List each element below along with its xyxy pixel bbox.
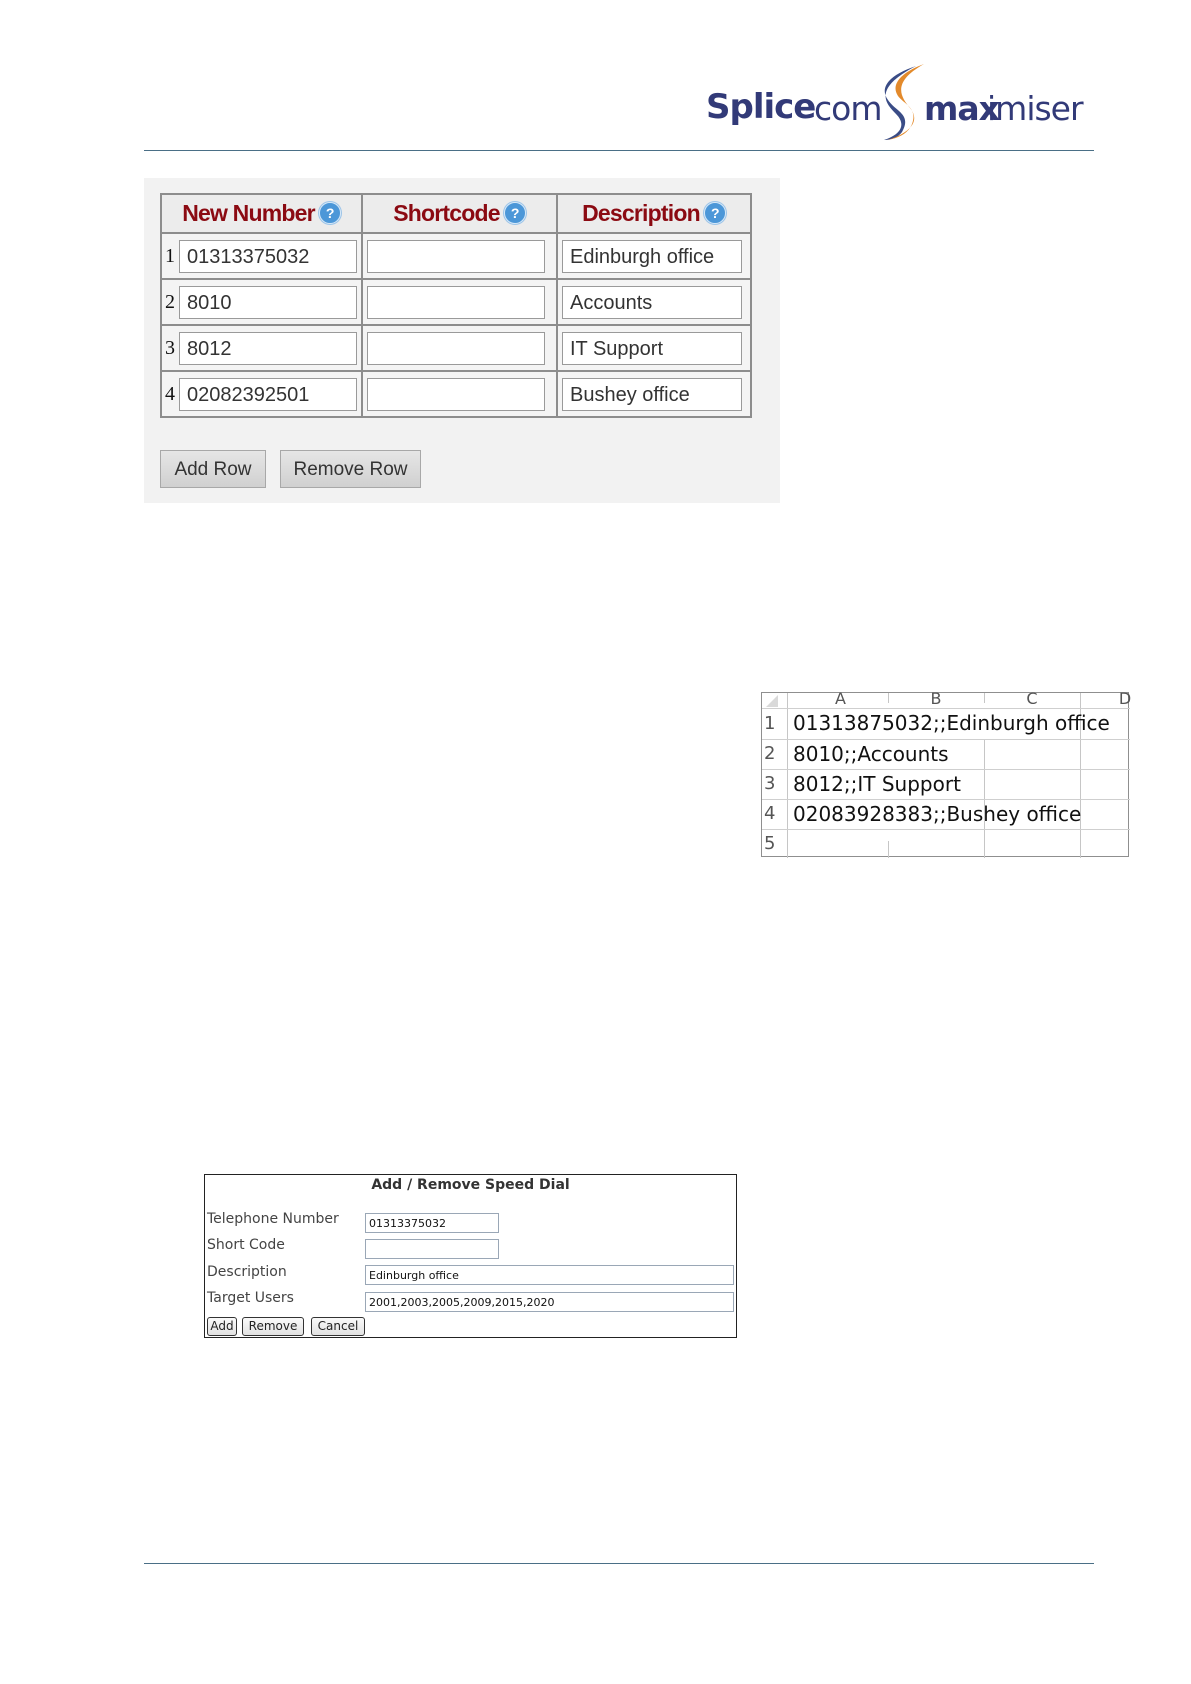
description-input[interactable]: Bushey office [562,378,742,411]
help-icon[interactable]: ? [704,202,726,224]
short-code-label: Short Code [207,1237,285,1253]
row-header[interactable]: 1 [764,713,776,734]
shortcode-cell [362,325,557,371]
shortcode-cell [362,279,557,325]
number-cell [179,279,362,325]
number-cell [179,371,362,417]
column-header-b[interactable]: B [930,689,942,708]
logo-text-imiser: imiser [987,89,1083,128]
table-row [161,371,751,417]
description-cell [557,279,751,325]
row-header[interactable]: 3 [764,773,776,794]
shortcode-input[interactable] [367,286,545,319]
add-row-button[interactable]: Add Row [160,450,266,488]
telephone-number-label: Telephone Number [207,1211,339,1227]
column-header-label: New Number [182,200,315,226]
target-users-input[interactable]: 2001,2003,2005,2009,2015,2020 [365,1292,734,1312]
spreadsheet-excerpt [761,689,1132,857]
remove-row-button[interactable]: Remove Row [280,450,421,488]
column-header-d[interactable]: D [1118,689,1132,708]
footer-divider [144,1563,1094,1564]
logo-text-splice: Splice [706,87,816,127]
spreadsheet-cell[interactable]: 8012;;IT Support [793,772,961,796]
number-cell [179,325,362,371]
new-number-input[interactable]: 02082392501 [179,378,357,411]
new-number-input[interactable]: 8010 [179,286,357,319]
logo-text-com: com [814,89,882,128]
spreadsheet-cell[interactable]: 01313875032;;Edinburgh office [793,711,1110,735]
add-button[interactable]: Add [207,1317,237,1336]
telephone-number-input[interactable]: 01313375032 [365,1213,499,1233]
row-header[interactable]: 5 [764,833,776,854]
cancel-button[interactable]: Cancel [311,1317,365,1336]
column-header-a[interactable]: A [835,689,846,708]
header-divider [144,150,1094,151]
new-number-input[interactable]: 01313375032 [179,240,357,273]
row-number: 3 [165,336,175,359]
shortcode-input[interactable] [367,240,545,273]
help-icon[interactable]: ? [319,202,341,224]
logo-text-max: max [924,89,999,128]
row-number-cell [161,233,179,279]
row-number: 2 [165,290,175,313]
column-header-c[interactable]: C [1026,689,1038,708]
column-header-label: Shortcode [393,200,500,226]
speed-dial-dialog [204,1174,737,1338]
description-input[interactable]: Edinburgh office [365,1265,734,1285]
splicecom-maximiser-logo [706,62,1096,142]
help-icon[interactable]: ? [504,202,526,224]
row-number-cell [161,371,179,417]
description-cell [557,325,751,371]
row-number: 4 [165,382,175,405]
description-cell [557,371,751,417]
description-input[interactable]: Accounts [562,286,742,319]
row-number: 1 [165,244,175,267]
number-cell [179,233,362,279]
target-users-label: Target Users [207,1290,294,1306]
shortcode-input[interactable] [367,332,545,365]
row-number-cell [161,279,179,325]
table-row [161,325,751,371]
description-input[interactable]: Edinburgh office [562,240,742,273]
new-number-table [160,193,752,418]
description-label: Description [207,1264,287,1280]
column-header-label: Description [582,200,700,226]
select-all-corner[interactable] [766,695,778,707]
row-header[interactable]: 2 [764,743,776,764]
spreadsheet-cell[interactable]: 8010;;Accounts [793,742,949,766]
logo-swoosh-icon [872,62,932,142]
column-header-new-number [161,194,362,233]
row-header[interactable]: 4 [764,803,776,824]
shortcode-input[interactable] [367,378,545,411]
short-code-input[interactable] [365,1239,499,1259]
new-number-input[interactable]: 8012 [179,332,357,365]
shortcode-cell [362,233,557,279]
table-row [161,279,751,325]
shortcode-cell [362,371,557,417]
description-cell [557,233,751,279]
dialog-title: Add / Remove Speed Dial [371,1177,570,1193]
column-header-description [557,194,751,233]
row-number-cell [161,325,179,371]
new-number-panel [144,178,780,503]
description-input[interactable]: IT Support [562,332,742,365]
remove-button[interactable]: Remove [242,1317,304,1336]
column-header-shortcode [362,194,557,233]
table-row [161,233,751,279]
spreadsheet-cell[interactable]: 02083928383;;Bushey office [793,802,1082,826]
